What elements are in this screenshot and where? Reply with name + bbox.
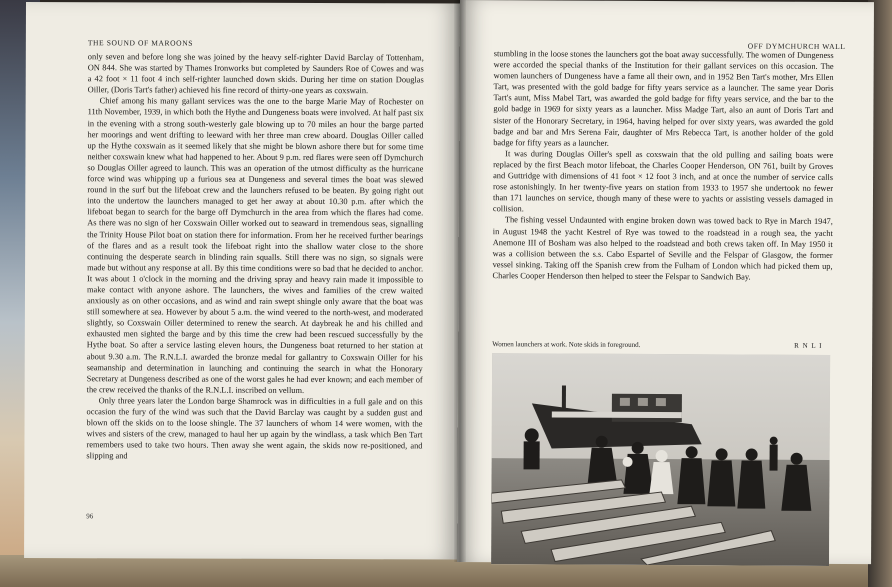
paragraph: stumbling in the loose stones the launchers got the boat away successfully. The women of Dungeness were accorded the special thanks of the Institution for their gallant services on this occasion. The women launchers of Dungeness have a fame all their own, and in 1952 Ben Tart's mother, Mrs Ellen Tart, was presented with the gold badge for fifty years service as a launcher. The same year Doris Tart's aunt, Miss Mabel Tart, was awarded the gold badge for fifty years service, and the bar to the gold badge in 1969 for sixty years as a launcher. Miss Madge Tart, also an aunt of Doris Tart and sister of the Honorary Secretary, in 1964, having helped for over sixty years, was awarded the gold badge and bar and Mrs Serena Fair, daughter of Mrs Rebecca Tart, is another holder of the gold badge for fifty years as a launcher.: [493, 49, 834, 148]
left-page: [24, 2, 460, 560]
paragraph: It was during Douglas Oiller's spell as coxswain that the old pulling and sailing boats were replaced by the first Beach motor lifeboat, the Charles Cooper Henderson, ON 761, built by Groves and Guttridge with dimensions of 41 foot × 12 foot 3 inch, and at once the number of service calls rose astonishingly. In her twenty-five years on station from 1933 to 1957 she undertook no fewer than 171 launches on service, though many of these were to yachts or assisting vessels damaged in collision.: [492, 149, 834, 214]
left-page-text: [86, 51, 423, 463]
photo-caption: Women launchers at work. Note skids in foreground.: [492, 340, 641, 349]
right-page-text: [493, 48, 834, 283]
book-gutter: [454, 0, 466, 562]
paragraph: only seven and before long she was joined by the heavy self-righter David Barclay of Tottenham, ON 844. She was started by Thames Ironworks but completed by Saunders Roe of Cowes and was a 42 foot × 11 foot 4 inch self-righter launched down skids. During her time on station Douglas Oiller, (Doris Tart's father) achieved his fine record of thirty-one years as coxswain.: [87, 52, 424, 96]
running-head-left: THE SOUND OF MAROONS: [87, 38, 194, 48]
right-page: [457, 0, 874, 564]
paragraph: Only three years later the London barge Shamrock was in difficulties in a full gale and on this occasion the fury of the wind was such that the David Barclay was caught by a sudden gust and blown off the skids on to the loose shingle. The 37 launchers of whom 14 were women, with the wives and sisters of the crew, managed to haul her up again by the windlass, a task which Ben Tart remembers used to take two hours. Then away she went again, the skids now re-positioned, and slipping and: [86, 396, 423, 461]
paragraph: Chief among his many gallant services was the one to the barge Marie May of Rochester on 11th November, 1939, in which both the Hythe and Dungeness boats were involved. At half past six in the evening with a strong south-westerly gale blowing up to 70 miles an hour the barge parted her moorings and went drifting to leeward with her three man crew aboard. Douglas Oiller called up the Hythe coxswain as it seemed likely that she might be blown ashore there but for some time neither coxswain knew what had happened to her. About 9 p.m. red flares were seen off Dymchurch so Douglas Oiller agreed to launch. This was an operation of the utmost difficulty as the hurricane force wind was whipping up a furious sea at Dungeness and several times the boat was slewed round in the surf but the lifeboat crew and the launchers refused to be beaten. By going right out into the undertow the launchers managed to get her away at about 10.30 p.m. after which the lifeboat began to search for the barge off Dymchurch in the area from which the flares had come. As there was no sign of her Coxswain Oiller worked out to seaward in tremendous seas, signalling the Trinity House Pilot boat on station there for information. From her he received further bearings of the flares and as a result took the lifeboat right into the shallow water close to the shore continuing the desperate search in blinding rain squalls. Still there was no sign, so signals were made but without any response at all. By this time conditions were so bad that he decided to anchor. It was about 1 o'clock in the morning and the driving spray and heavy rain made it impossible to make contact with anyone ashore. The launchers, the wives and families of the crew waited anxiously as on other occasions, and as wind and rain swept shingle only aware that the boat was still somewhere at sea. However by about 5 a.m. the wind veered to the north-west, and moderated slightly, so Coxswain Oiller determined to renew the search. At daybreak he and his chilled and exhausted men sighted the barge and by this time the crew had been rescued successfully by the Hythe boat. So after a service lasting eleven hours, the Dungeness boat returned to her station at about 9.30 a.m. The R.N.L.I. awarded the bronze medal for gallantry to Coxswain Oiller for his seamanship and determination in launching and continuing the search in what the Honorary Secretary at Dungeness described as one of the worst gales he had ever known; and each member of the crew received the thanks of the R.N.L.I. inscribed on vellum.: [86, 96, 424, 395]
lifeboat-launch-photo: [491, 353, 830, 566]
page-number: 96: [86, 512, 94, 521]
photo-credit: R N L I: [794, 341, 823, 350]
paragraph: The fishing vessel Undaunted with engine broken down was towed back to Rye in March 1947, in August 1948 the yacht Kestrel of Rye was towed to the roadstead in a rough sea, the yacht Anemone III of Bosham was also helped to the roadstead and both crews taken off. In May 1950 it was a collision between the s.s. Cabo Espartel of Seville and the Felspar of Glasgow, the former vessel sinking. Taking off the Spanish crew from the Fulham of London which had picked them up, Charles Cooper Henderson then helped to steer the Felspar to Sandwich Bay.: [492, 215, 833, 282]
running-head-right: OFF DYMCHURCH WALL: [747, 41, 846, 52]
photo-drawing: [491, 353, 830, 566]
